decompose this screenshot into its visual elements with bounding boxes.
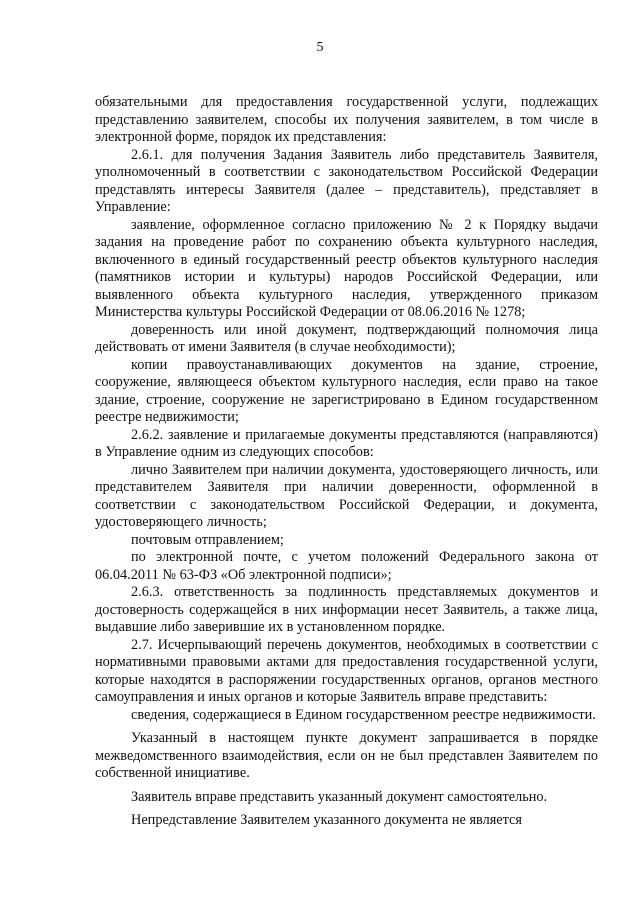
paragraph: копии правоустанавливающих документов на здание, строение, сооружение, являющееся объектом культурного наследия, если право на такое здание, строение, сооружение не зарегистрировано в Едином государственном реестре недвижимости;: [95, 356, 598, 425]
document-body: [95, 94, 598, 830]
paragraph: 2.6.1. для получения Задания Заявитель либо представитель Заявителя, уполномоченный в соответствии с законодательством Российской Федерации представлять интересы Заявителя (далее – представитель), представляет в Управление:: [95, 146, 598, 215]
paragraph: по электронной почте, с учетом положений Федерального закона от 06.04.2011 № 63-ФЗ «Об электронной подписи»;: [95, 549, 598, 583]
paragraph: лично Заявителем при наличии документа, удостоверяющего личность, или представителем Заявителя при наличии доверенности, оформленной в соответствии с законодательством Российской Федерации, и документа, удостоверяющего личность;: [95, 461, 598, 530]
paragraph: 2.6.3. ответственность за подлинность представляемых документов и достоверность содержащейся в них информации несет Заявитель, а также лица, выдавшие либо заверившие их в установленном порядке.: [95, 584, 598, 635]
paragraph: 2.6.2. заявление и прилагаемые документы представляются (направляются) в Управление одним из следующих способов:: [95, 426, 598, 460]
page-number: 5: [316, 40, 324, 55]
paragraph: доверенность или иной документ, подтверждающий полномочия лица действовать от имени Заявителя (в случае необходимости);: [95, 321, 598, 355]
paragraph: Указанный в настоящем пункте документ запрашивается в порядке межведомственного взаимодействия, если он не был представлен Заявителем по собственной инициативе.: [95, 730, 598, 781]
paragraph: Непредставление Заявителем указанного документа не является: [131, 812, 522, 828]
paragraph: почтовым отправлением;: [131, 531, 284, 548]
paragraph: обязательными для предоставления государственной услуги, подлежащих представлению заявителем, способы их получения заявителем, в том числе в электронной форме, порядок их представления:: [95, 94, 598, 145]
paragraph: Заявитель вправе представить указанный документ самостоятельно.: [131, 788, 548, 805]
paragraph: 2.7. Исчерпывающий перечень документов, необходимых в соответствии с нормативными правовыми актами для предоставления государственной услуги, которые находятся в распоряжении государственных органов, органов местного самоуправления и иных органов и которые Заявитель вправе представить:: [95, 636, 598, 705]
paragraph: сведения, содержащиеся в Едином государственном реестре недвижимости.: [131, 706, 596, 723]
paragraph: заявление, оформленное согласно приложению № 2 к Порядку выдачи задания на проведение работ по сохранению объекта культурного наследия, включенного в единый государственный реестр объектов культурного наследия (памятников истории и культуры) народов Российской Федерации, или выявленного объекта культурного наследия, утвержденного приказом Министерства культуры Российской Федерации от 08.06.2016 № 1278;: [95, 216, 598, 320]
